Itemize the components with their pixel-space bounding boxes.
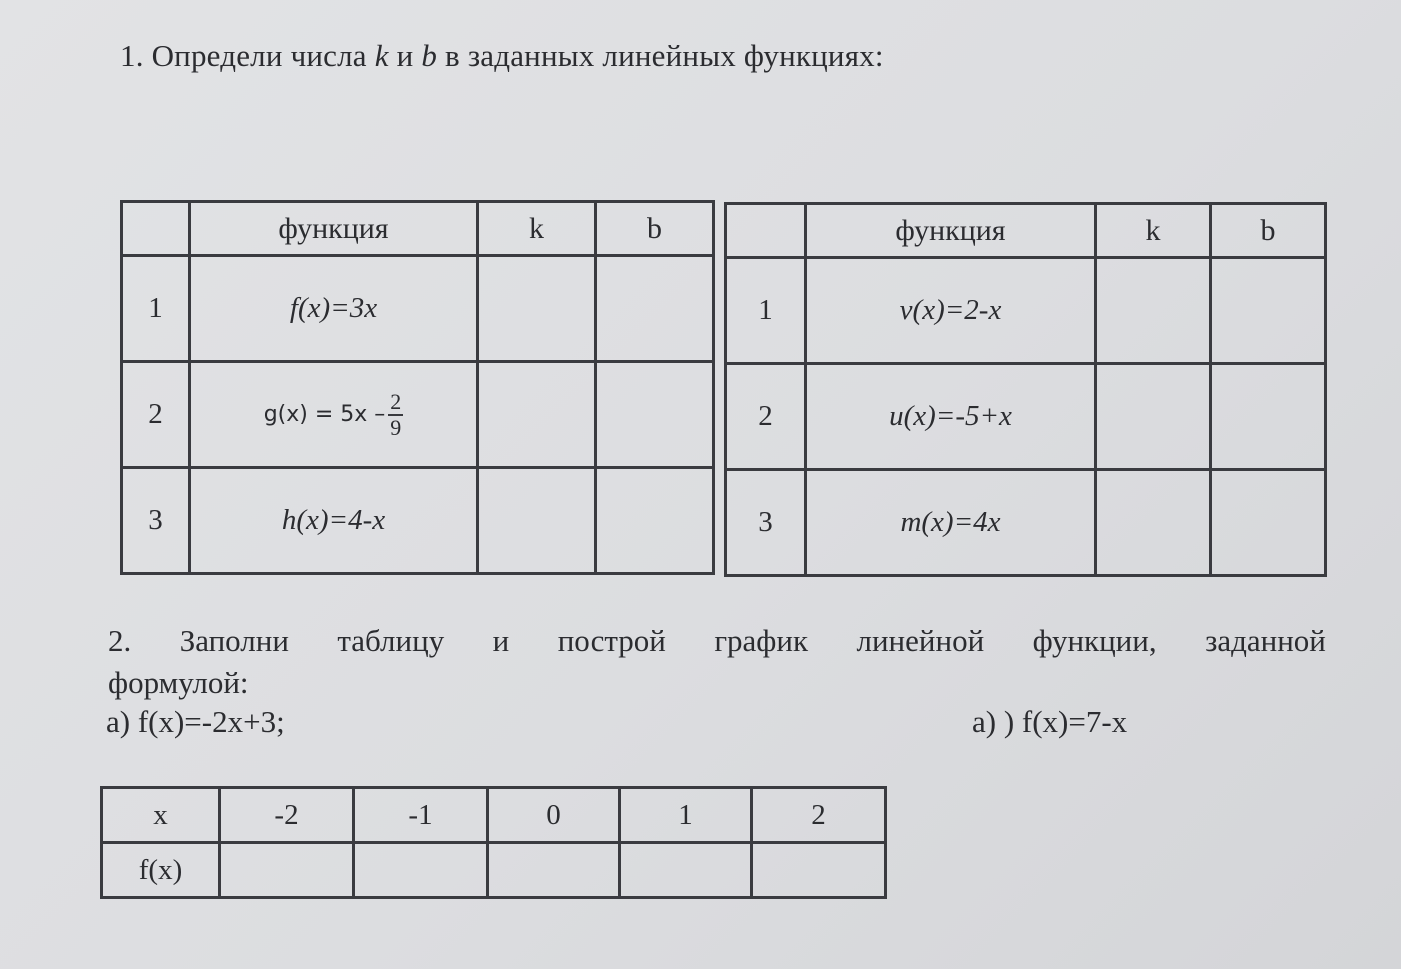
task-2-word: линейной [856, 623, 985, 658]
task-2-word: график [714, 623, 809, 658]
functions-table-left [120, 200, 715, 575]
task-2-word: Заполни [179, 623, 289, 658]
header-b: b [1211, 204, 1326, 258]
task-2-word: 2. [108, 623, 132, 658]
fx-answer-cell[interactable] [354, 843, 488, 898]
row-number: 2 [726, 364, 806, 470]
variant-b-formula: а) ) f(x)=7-x [972, 704, 1128, 739]
fx-answer-cell[interactable] [488, 843, 620, 898]
table-row [122, 362, 714, 468]
function-formula: g(x) = 5x – [263, 402, 386, 428]
b-answer-cell[interactable] [1211, 258, 1326, 364]
x-value: 0 [488, 788, 620, 843]
function-formula: m(x)=4x [806, 470, 1096, 576]
functions-table-right [724, 202, 1327, 577]
function-formula: h(x)=4-x [190, 468, 478, 574]
header-number-cell [122, 202, 190, 256]
b-answer-cell[interactable] [596, 468, 714, 574]
fx-row [102, 843, 886, 898]
k-answer-cell[interactable] [478, 256, 596, 362]
k-answer-cell[interactable] [1096, 258, 1211, 364]
b-answer-cell[interactable] [596, 362, 714, 468]
fraction-denominator: 9 [390, 414, 402, 440]
x-label: x [102, 788, 220, 843]
table-row [726, 470, 1326, 576]
task-2-word: заданной [1205, 623, 1326, 658]
k-answer-cell[interactable] [1096, 470, 1211, 576]
header-b: b [596, 202, 714, 256]
table-header-row [122, 202, 714, 256]
x-value: -2 [220, 788, 354, 843]
fx-answer-cell[interactable] [620, 843, 752, 898]
table-row [122, 256, 714, 362]
fx-answer-cell[interactable] [752, 843, 886, 898]
fraction [388, 390, 403, 438]
b-letter: b [421, 38, 438, 73]
task-2-word: таблицу [337, 623, 445, 658]
row-number: 2 [122, 362, 190, 468]
task-2-word: и [492, 623, 510, 658]
b-answer-cell[interactable] [596, 256, 714, 362]
b-answer-cell[interactable] [1211, 364, 1326, 470]
row-number: 3 [726, 470, 806, 576]
row-number: 1 [122, 256, 190, 362]
table-row [726, 364, 1326, 470]
b-answer-cell[interactable] [1211, 470, 1326, 576]
x-value: 2 [752, 788, 886, 843]
header-k: k [1096, 204, 1211, 258]
task-2-line-2: формулой: [108, 665, 249, 700]
variant-a-formula: а) f(x)=-2x+3; [106, 704, 285, 739]
x-value: -1 [354, 788, 488, 843]
row-number: 1 [726, 258, 806, 364]
k-answer-cell[interactable] [478, 362, 596, 468]
task-2-word: функции, [1032, 623, 1157, 658]
task-2-instructions [108, 620, 1326, 704]
fx-label: f(x) [102, 843, 220, 898]
task-2-line-1 [108, 620, 1326, 662]
function-formula: v(x)=2-x [806, 258, 1096, 364]
k-answer-cell[interactable] [478, 468, 596, 574]
x-value: 1 [620, 788, 752, 843]
table-row [726, 258, 1326, 364]
k-letter: k [374, 38, 389, 73]
fx-answer-cell[interactable] [220, 843, 354, 898]
task-1-title-suffix: в заданных линейных функциях: [437, 38, 884, 73]
function-formula: u(x)=-5+x [806, 364, 1096, 470]
k-answer-cell[interactable] [1096, 364, 1211, 470]
task-2-word: построй [557, 623, 666, 658]
values-table [100, 786, 887, 899]
fraction-numerator: 2 [390, 389, 402, 415]
task-1-title [120, 38, 884, 74]
x-row [102, 788, 886, 843]
header-function: функция [190, 202, 478, 256]
task-1-title-prefix: 1. Определи числа [120, 38, 375, 73]
header-k: k [478, 202, 596, 256]
row-number: 3 [122, 468, 190, 574]
task-1-title-and: и [388, 38, 422, 73]
header-function: функция [806, 204, 1096, 258]
table-header-row [726, 204, 1326, 258]
function-formula-cell [190, 362, 478, 468]
header-number-cell [726, 204, 806, 258]
table-row [122, 468, 714, 574]
function-formula: f(x)=3x [190, 256, 478, 362]
